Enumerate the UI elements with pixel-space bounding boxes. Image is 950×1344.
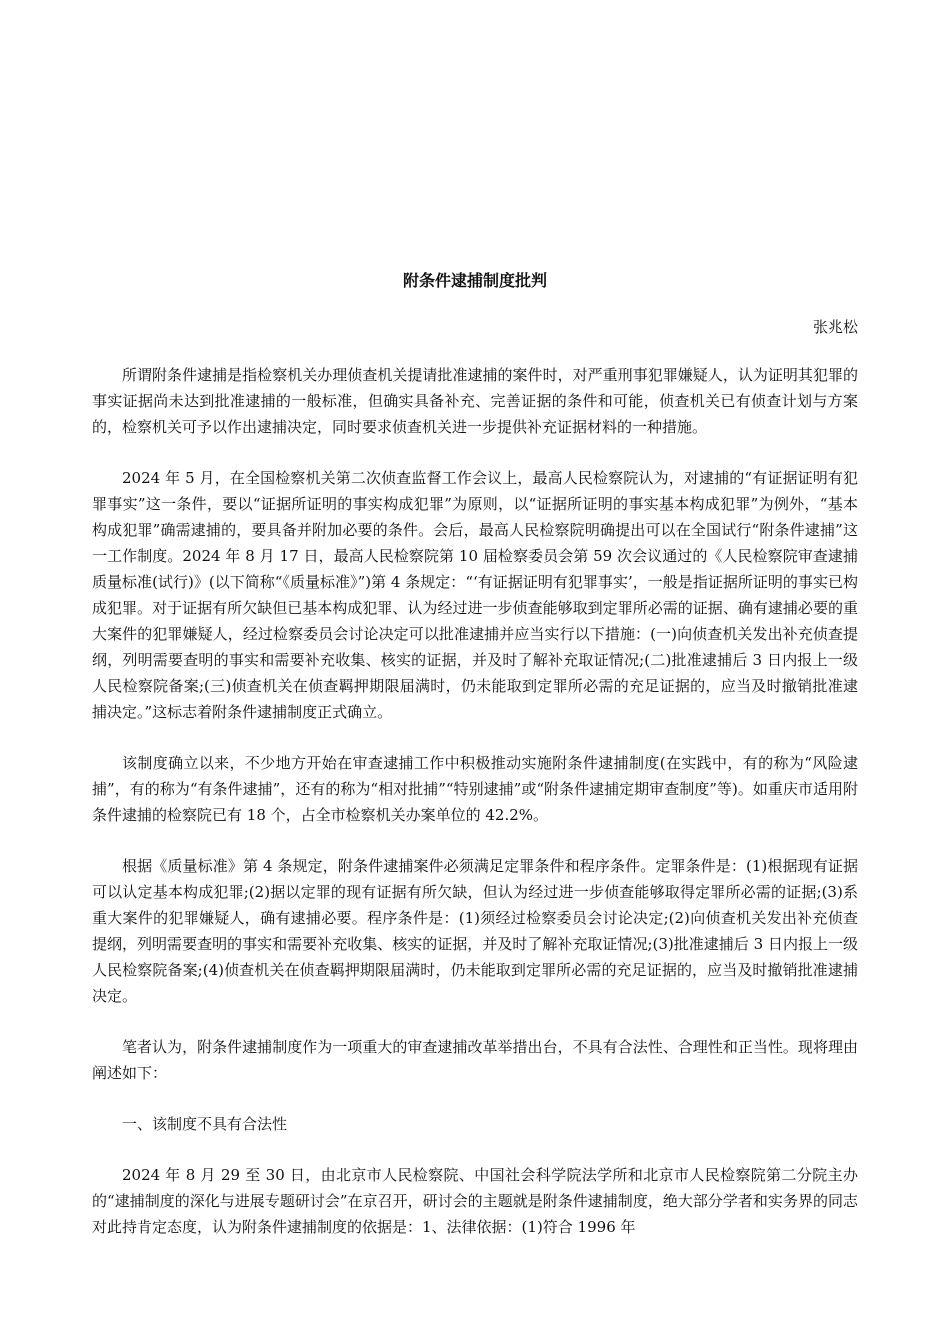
document-body — [92, 362, 858, 1265]
section-heading: 一、该制度不具有合法性 — [122, 1115, 288, 1133]
document-title: 附条件逮捕制度批判 — [402, 271, 547, 290]
paragraph-definition: 所谓附条件逮捕是指检察机关办理侦查机关提请批准逮捕的案件时，对严重刑事犯罪嫌疑人，认为证明其犯罪的事实证据尚未达到批准逮捕的一般标准，但确实具备补充、完善证据的条件和可能，侦查机关已有侦查计划与方案的，检察机关可予以作出逮捕决定，同时要求侦查机关进一步提供补充证据材料的一种措施。 — [92, 366, 858, 436]
author-name: 张兆松 — [812, 318, 858, 336]
paragraph-seminar: 2024 年 8 月 29 至 30 日，由北京市人民检察院、中国社会科学院法学所和北京市人民检察院第二分院主办的“逮捕制度的深化与进展专题研讨会”在京召开，研讨会的主题就是附条件逮捕制度，绝大部分学者和实务界的同志对此持肯定态度，认为附条件逮捕制度的依据是：1、法律依据：(1)符合 1996 年 — [92, 1166, 858, 1236]
paragraph-conditions: 根据《质量标准》第 4 条规定，附条件逮捕案件必须满足定罪条件和程序条件。定罪条件是：(1)根据现有证据可以认定基本构成犯罪;(2)据以定罪的现有证据有所欠缺，但认为经过进一步侦查能够取得定罪所必需的证据;(3)系重大案件的犯罪嫌疑人，确有逮捕必要。程序条件是：(1)须经过检察委员会讨论决定;(2)向侦查机关发出补充侦查提纲，列明需要查明的事实和需要补充收集、核实的证据，并及时了解补充取证情况;(3)批准逮捕后 3 日内报上一级人民检察院备案;(4)侦查机关在侦查羁押期限届满时，仍未能取到定罪所必需的充足证据的，应当及时撤销批准逮捕决定。 — [92, 857, 858, 1005]
paragraph-implementation: 该制度确立以来，不少地方开始在审查逮捕工作中积极推动实施附条件逮捕制度(在实践中，有的称为“风险逮捕”，有的称为“有条件逮捕”，还有的称为“相对批捕”“特别逮捕”或“附条件逮捕定期审查制度”等)。如重庆市适用附条件逮捕的检察院已有 18 个，占全市检察机关办案单位的 42.2%。 — [92, 754, 858, 824]
paragraph-thesis: 笔者认为，附条件逮捕制度作为一项重大的审查逮捕改革举措出台，不具有合法性、合理性和正当性。现将理由阐述如下： — [92, 1038, 858, 1082]
paragraph-background: 2024 年 5 月，在全国检察机关第二次侦查监督工作会议上，最高人民检察院认为，对逮捕的“有证据证明有犯罪事实”这一条件，要以“证据所证明的事实构成犯罪”为原则，以“证据所证明的事实基本构成犯罪”为例外，“基本构成犯罪”确需逮捕的，要具备并附加必要的条件。会后，最高人民检察院明确提出可以在全国试行“附条件逮捕”这一工作制度。2024 年 8 月 17 日，最高人民检察院第 10 届检察委员会第 59 次会议通过的《人民检察院审查逮捕质量标准(试行)》(以下简称“《质量标准》”)第 4 条规定：“‘有证据证明有犯罪事实’，一般是指证据所证明的事实已构成犯罪。对于证据有所欠缺但已基本构成犯罪、认为经过进一步侦查能够取到定罪所必需的证据、确有逮捕必要的重大案件的犯罪嫌疑人，经过检察委员会讨论决定可以批准逮捕并应当实行以下措施：(一)向侦查机关发出补充侦查提纲，列明需要查明的事实和需要补充收集、核实的证据，并及时了解补充取证情况;(二)批准逮捕后 3 日内报上一级人民检察院备案;(三)侦查机关在侦查羁押期限届满时，仍未能取到定罪所必需的充足证据的，应当及时撤销批准逮捕决定。”这标志着附条件逮捕制度正式确立。 — [92, 469, 858, 721]
